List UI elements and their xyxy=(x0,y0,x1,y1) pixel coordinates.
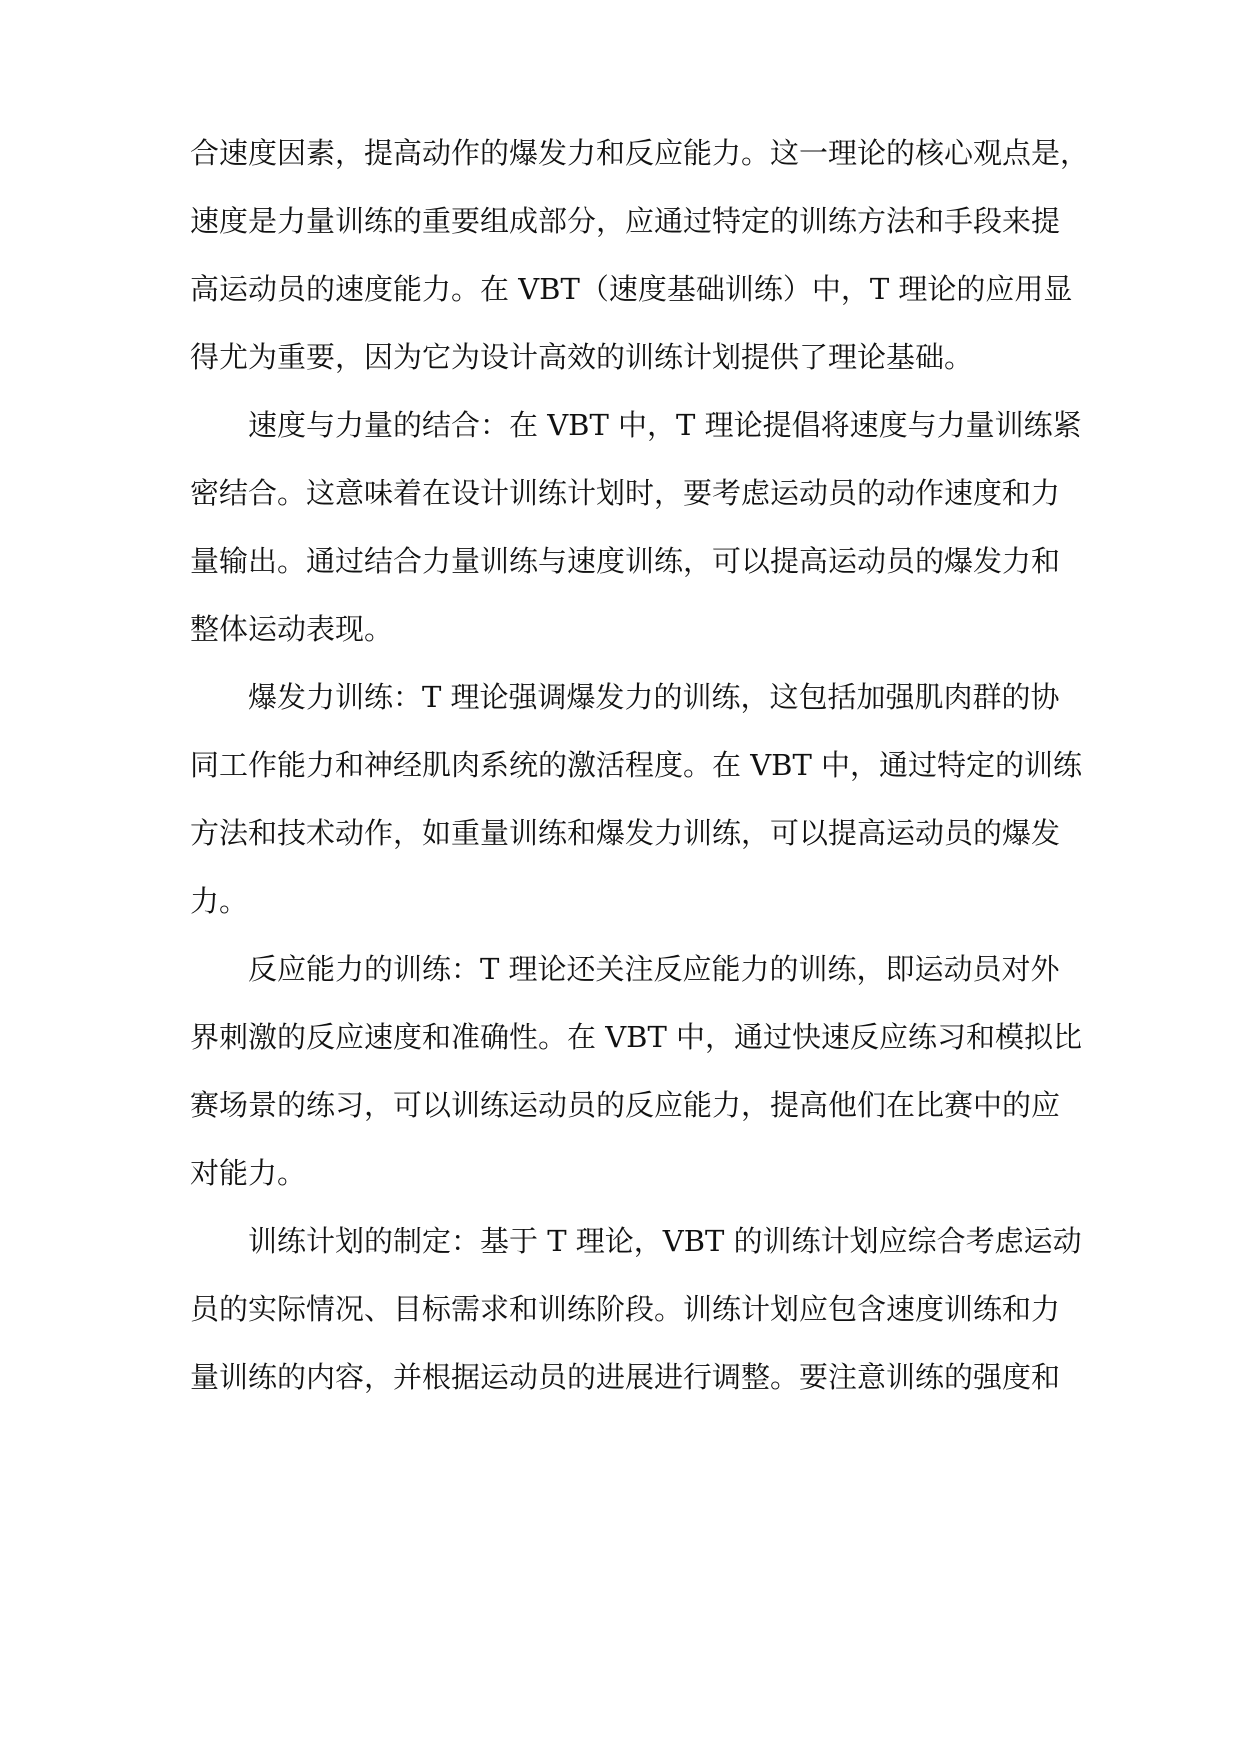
text-line: 方法和技术动作，如重量训练和爆发力训练，可以提高运动员的爆发 xyxy=(190,816,1061,850)
paragraph-first-line: 爆发力训练：T 理论强调爆发力的训练，这包括加强肌肉群的协 xyxy=(248,680,1060,714)
text-line: 合速度因素，提高动作的爆发力和反应能力。这一理论的核心观点是， xyxy=(190,136,1090,170)
text-line: 速度是力量训练的重要组成部分，应通过特定的训练方法和手段来提 xyxy=(190,204,1061,238)
text-line: 员的实际情况、目标需求和训练阶段。训练计划应包含速度训练和力 xyxy=(190,1292,1061,1326)
text-line: 同工作能力和神经肌肉系统的激活程度。在 VBT 中，通过特定的训练 xyxy=(190,748,1083,782)
text-line: 整体运动表现。 xyxy=(190,612,394,646)
paragraph-first-line: 速度与力量的结合：在 VBT 中，T 理论提倡将速度与力量训练紧 xyxy=(248,408,1082,442)
text-line: 力。 xyxy=(190,884,249,918)
text-line: 密结合。这意味着在设计训练计划时，要考虑运动员的动作速度和力 xyxy=(190,476,1061,510)
paragraph-first-line: 训练计划的制定：基于 T 理论，VBT 的训练计划应综合考虑运动 xyxy=(248,1224,1082,1258)
text-line: 界刺激的反应速度和准确性。在 VBT 中，通过快速反应练习和模拟比 xyxy=(190,1020,1083,1054)
paragraph-first-line: 反应能力的训练：T 理论还关注反应能力的训练，即运动员对外 xyxy=(248,952,1060,986)
text-line: 对能力。 xyxy=(190,1156,307,1190)
text-line: 高运动员的速度能力。在 VBT（速度基础训练）中，T 理论的应用显 xyxy=(190,272,1073,306)
text-line: 量训练的内容，并根据运动员的进展进行调整。要注意训练的强度和 xyxy=(190,1360,1061,1394)
text-line: 量输出。通过结合力量训练与速度训练，可以提高运动员的爆发力和 xyxy=(190,544,1061,578)
text-line: 得尤为重要，因为它为设计高效的训练计划提供了理论基础。 xyxy=(190,340,974,374)
text-line: 赛场景的练习，可以训练运动员的反应能力，提高他们在比赛中的应 xyxy=(190,1088,1061,1122)
